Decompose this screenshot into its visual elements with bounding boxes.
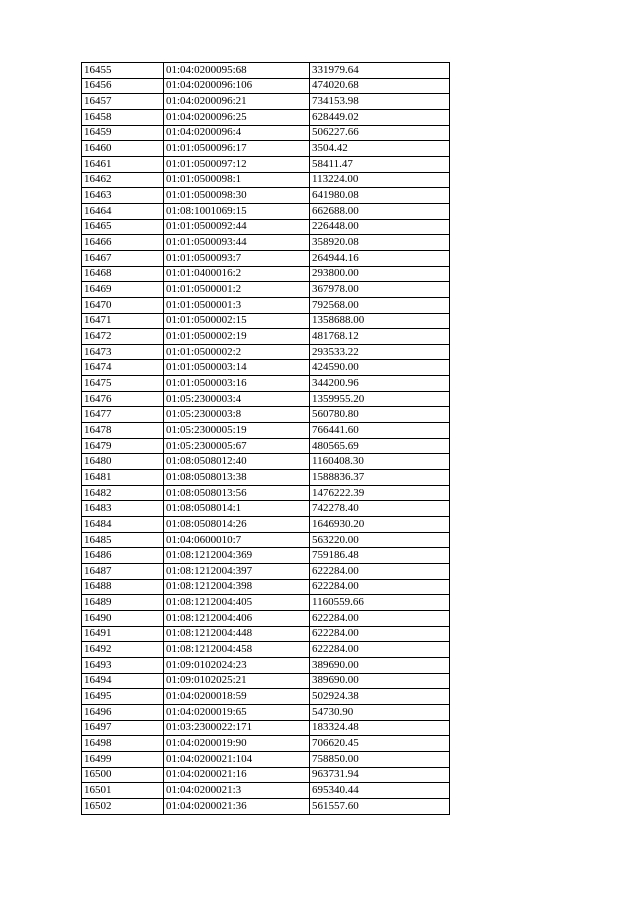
- value-cell: 766441.60: [310, 423, 450, 439]
- data-table: [81, 62, 450, 815]
- value-cell: 1359955.20: [310, 391, 450, 407]
- value-cell: 734153.98: [310, 94, 450, 110]
- row-number-cell: 16488: [82, 579, 164, 595]
- table-row: [82, 250, 450, 266]
- cadastral-number-cell: 01:08:1001069:15: [164, 203, 310, 219]
- row-number-cell: 16500: [82, 767, 164, 783]
- table-row: [82, 517, 450, 533]
- table-row: [82, 720, 450, 736]
- row-number-cell: 16483: [82, 501, 164, 517]
- value-cell: 183324.48: [310, 720, 450, 736]
- table-row: [82, 313, 450, 329]
- value-cell: 54730.90: [310, 704, 450, 720]
- row-number-cell: 16477: [82, 407, 164, 423]
- row-number-cell: 16478: [82, 423, 164, 439]
- table-row: [82, 203, 450, 219]
- table-row: [82, 798, 450, 814]
- table-row: [82, 470, 450, 486]
- table-row: [82, 767, 450, 783]
- table-row: [82, 689, 450, 705]
- row-number-cell: 16463: [82, 188, 164, 204]
- cadastral-number-cell: 01:08:1212004:458: [164, 642, 310, 658]
- cadastral-number-cell: 01:08:1212004:448: [164, 626, 310, 642]
- table-row: [82, 376, 450, 392]
- cadastral-number-cell: 01:01:0500002:19: [164, 329, 310, 345]
- cadastral-number-cell: 01:08:0508013:56: [164, 485, 310, 501]
- table-row: [82, 329, 450, 345]
- row-number-cell: 16481: [82, 470, 164, 486]
- cadastral-number-cell: 01:01:0500001:2: [164, 282, 310, 298]
- table-row: [82, 736, 450, 752]
- table-row: [82, 219, 450, 235]
- value-cell: 389690.00: [310, 673, 450, 689]
- cadastral-number-cell: 01:04:0200095:68: [164, 63, 310, 79]
- row-number-cell: 16498: [82, 736, 164, 752]
- cadastral-number-cell: 01:04:0600010:7: [164, 532, 310, 548]
- cadastral-number-cell: 01:04:0200021:16: [164, 767, 310, 783]
- cadastral-number-cell: 01:04:0200021:3: [164, 783, 310, 799]
- cadastral-number-cell: 01:01:0500002:15: [164, 313, 310, 329]
- row-number-cell: 16502: [82, 798, 164, 814]
- row-number-cell: 16499: [82, 751, 164, 767]
- table-row: [82, 235, 450, 251]
- row-number-cell: 16459: [82, 125, 164, 141]
- table-row: [82, 172, 450, 188]
- cadastral-number-cell: 01:01:0500098:1: [164, 172, 310, 188]
- row-number-cell: 16476: [82, 391, 164, 407]
- table-row: [82, 548, 450, 564]
- table-row: [82, 564, 450, 580]
- table-row: [82, 391, 450, 407]
- table-row: [82, 423, 450, 439]
- value-cell: 622284.00: [310, 579, 450, 595]
- row-number-cell: 16475: [82, 376, 164, 392]
- value-cell: 561557.60: [310, 798, 450, 814]
- row-number-cell: 16472: [82, 329, 164, 345]
- row-number-cell: 16479: [82, 438, 164, 454]
- row-number-cell: 16462: [82, 172, 164, 188]
- table-row: [82, 532, 450, 548]
- value-cell: 367978.00: [310, 282, 450, 298]
- value-cell: 481768.12: [310, 329, 450, 345]
- cadastral-number-cell: 01:01:0500093:7: [164, 250, 310, 266]
- cadastral-number-cell: 01:04:0200096:4: [164, 125, 310, 141]
- cadastral-number-cell: 01:08:0508014:1: [164, 501, 310, 517]
- value-cell: 963731.94: [310, 767, 450, 783]
- value-cell: 502924.38: [310, 689, 450, 705]
- row-number-cell: 16471: [82, 313, 164, 329]
- table-row: [82, 501, 450, 517]
- cadastral-number-cell: 01:05:2300005:67: [164, 438, 310, 454]
- row-number-cell: 16493: [82, 657, 164, 673]
- value-cell: 1588836.37: [310, 470, 450, 486]
- cadastral-number-cell: 01:01:0500003:16: [164, 376, 310, 392]
- value-cell: 628449.02: [310, 109, 450, 125]
- table-row: [82, 704, 450, 720]
- table-row: [82, 579, 450, 595]
- cadastral-number-cell: 01:08:0508012:40: [164, 454, 310, 470]
- cadastral-number-cell: 01:08:1212004:405: [164, 595, 310, 611]
- row-number-cell: 16455: [82, 63, 164, 79]
- row-number-cell: 16467: [82, 250, 164, 266]
- row-number-cell: 16489: [82, 595, 164, 611]
- value-cell: 792568.00: [310, 297, 450, 313]
- row-number-cell: 16495: [82, 689, 164, 705]
- value-cell: 389690.00: [310, 657, 450, 673]
- cadastral-number-cell: 01:01:0500001:3: [164, 297, 310, 313]
- cadastral-number-cell: 01:04:0200018:59: [164, 689, 310, 705]
- row-number-cell: 16456: [82, 78, 164, 94]
- row-number-cell: 16461: [82, 156, 164, 172]
- value-cell: 706620.45: [310, 736, 450, 752]
- cadastral-number-cell: 01:05:2300003:4: [164, 391, 310, 407]
- value-cell: 622284.00: [310, 564, 450, 580]
- row-number-cell: 16457: [82, 94, 164, 110]
- row-number-cell: 16473: [82, 344, 164, 360]
- cadastral-number-cell: 01:05:2300003:8: [164, 407, 310, 423]
- cadastral-number-cell: 01:04:0200096:21: [164, 94, 310, 110]
- row-number-cell: 16492: [82, 642, 164, 658]
- value-cell: 622284.00: [310, 610, 450, 626]
- cadastral-number-cell: 01:04:0200019:90: [164, 736, 310, 752]
- table-row: [82, 485, 450, 501]
- value-cell: 1160559.66: [310, 595, 450, 611]
- cadastral-number-cell: 01:09:0102025:21: [164, 673, 310, 689]
- table-row: [82, 642, 450, 658]
- row-number-cell: 16497: [82, 720, 164, 736]
- cadastral-number-cell: 01:03:2300022:171: [164, 720, 310, 736]
- row-number-cell: 16482: [82, 485, 164, 501]
- cadastral-number-cell: 01:01:0500098:30: [164, 188, 310, 204]
- row-number-cell: 16491: [82, 626, 164, 642]
- table-row: [82, 610, 450, 626]
- table-row: [82, 282, 450, 298]
- value-cell: 58411.47: [310, 156, 450, 172]
- value-cell: 226448.00: [310, 219, 450, 235]
- value-cell: 3504.42: [310, 141, 450, 157]
- value-cell: 293533.22: [310, 344, 450, 360]
- table-row: [82, 109, 450, 125]
- row-number-cell: 16470: [82, 297, 164, 313]
- table-row: [82, 673, 450, 689]
- cadastral-number-cell: 01:01:0400016:2: [164, 266, 310, 282]
- value-cell: 563220.00: [310, 532, 450, 548]
- row-number-cell: 16487: [82, 564, 164, 580]
- value-cell: 641980.08: [310, 188, 450, 204]
- value-cell: 331979.64: [310, 63, 450, 79]
- value-cell: 662688.00: [310, 203, 450, 219]
- value-cell: 344200.96: [310, 376, 450, 392]
- table-row: [82, 156, 450, 172]
- value-cell: 1476222.39: [310, 485, 450, 501]
- table-row: [82, 94, 450, 110]
- value-cell: 506227.66: [310, 125, 450, 141]
- table-row: [82, 595, 450, 611]
- value-cell: 742278.40: [310, 501, 450, 517]
- table-row: [82, 783, 450, 799]
- value-cell: 1160408.30: [310, 454, 450, 470]
- value-cell: 560780.80: [310, 407, 450, 423]
- cadastral-number-cell: 01:08:1212004:369: [164, 548, 310, 564]
- cadastral-number-cell: 01:04:0200021:104: [164, 751, 310, 767]
- table-row: [82, 407, 450, 423]
- row-number-cell: 16469: [82, 282, 164, 298]
- value-cell: 622284.00: [310, 626, 450, 642]
- row-number-cell: 16490: [82, 610, 164, 626]
- table-row: [82, 297, 450, 313]
- row-number-cell: 16494: [82, 673, 164, 689]
- value-cell: 480565.69: [310, 438, 450, 454]
- table-row: [82, 454, 450, 470]
- row-number-cell: 16474: [82, 360, 164, 376]
- row-number-cell: 16486: [82, 548, 164, 564]
- table-row: [82, 188, 450, 204]
- cadastral-number-cell: 01:01:0500096:17: [164, 141, 310, 157]
- value-cell: 759186.48: [310, 548, 450, 564]
- row-number-cell: 16468: [82, 266, 164, 282]
- value-cell: 1358688.00: [310, 313, 450, 329]
- table-row: [82, 751, 450, 767]
- cadastral-number-cell: 01:04:0200096:25: [164, 109, 310, 125]
- row-number-cell: 16465: [82, 219, 164, 235]
- row-number-cell: 16458: [82, 109, 164, 125]
- cadastral-number-cell: 01:08:1212004:406: [164, 610, 310, 626]
- cadastral-number-cell: 01:04:0200021:36: [164, 798, 310, 814]
- row-number-cell: 16501: [82, 783, 164, 799]
- value-cell: 695340.44: [310, 783, 450, 799]
- table-row: [82, 438, 450, 454]
- table-row: [82, 360, 450, 376]
- cadastral-number-cell: 01:01:0500093:44: [164, 235, 310, 251]
- value-cell: 1646930.20: [310, 517, 450, 533]
- cadastral-number-cell: 01:01:0500003:14: [164, 360, 310, 376]
- cadastral-number-cell: 01:09:0102024:23: [164, 657, 310, 673]
- value-cell: 424590.00: [310, 360, 450, 376]
- table-body: [82, 63, 450, 815]
- row-number-cell: 16496: [82, 704, 164, 720]
- cadastral-number-cell: 01:01:0500092:44: [164, 219, 310, 235]
- table-row: [82, 344, 450, 360]
- value-cell: 474020.68: [310, 78, 450, 94]
- table-row: [82, 626, 450, 642]
- row-number-cell: 16480: [82, 454, 164, 470]
- table-row: [82, 78, 450, 94]
- value-cell: 358920.08: [310, 235, 450, 251]
- value-cell: 264944.16: [310, 250, 450, 266]
- table-row: [82, 266, 450, 282]
- table-row: [82, 141, 450, 157]
- cadastral-number-cell: 01:08:1212004:397: [164, 564, 310, 580]
- value-cell: 113224.00: [310, 172, 450, 188]
- cadastral-number-cell: 01:08:0508013:38: [164, 470, 310, 486]
- table-row: [82, 125, 450, 141]
- row-number-cell: 16484: [82, 517, 164, 533]
- row-number-cell: 16464: [82, 203, 164, 219]
- cadastral-number-cell: 01:01:0500002:2: [164, 344, 310, 360]
- cadastral-number-cell: 01:01:0500097:12: [164, 156, 310, 172]
- row-number-cell: 16466: [82, 235, 164, 251]
- value-cell: 622284.00: [310, 642, 450, 658]
- table-row: [82, 657, 450, 673]
- row-number-cell: 16485: [82, 532, 164, 548]
- table-row: [82, 63, 450, 79]
- cadastral-number-cell: 01:04:0200096:106: [164, 78, 310, 94]
- cadastral-number-cell: 01:04:0200019:65: [164, 704, 310, 720]
- cadastral-number-cell: 01:05:2300005:19: [164, 423, 310, 439]
- cadastral-number-cell: 01:08:1212004:398: [164, 579, 310, 595]
- row-number-cell: 16460: [82, 141, 164, 157]
- cadastral-number-cell: 01:08:0508014:26: [164, 517, 310, 533]
- value-cell: 293800.00: [310, 266, 450, 282]
- value-cell: 758850.00: [310, 751, 450, 767]
